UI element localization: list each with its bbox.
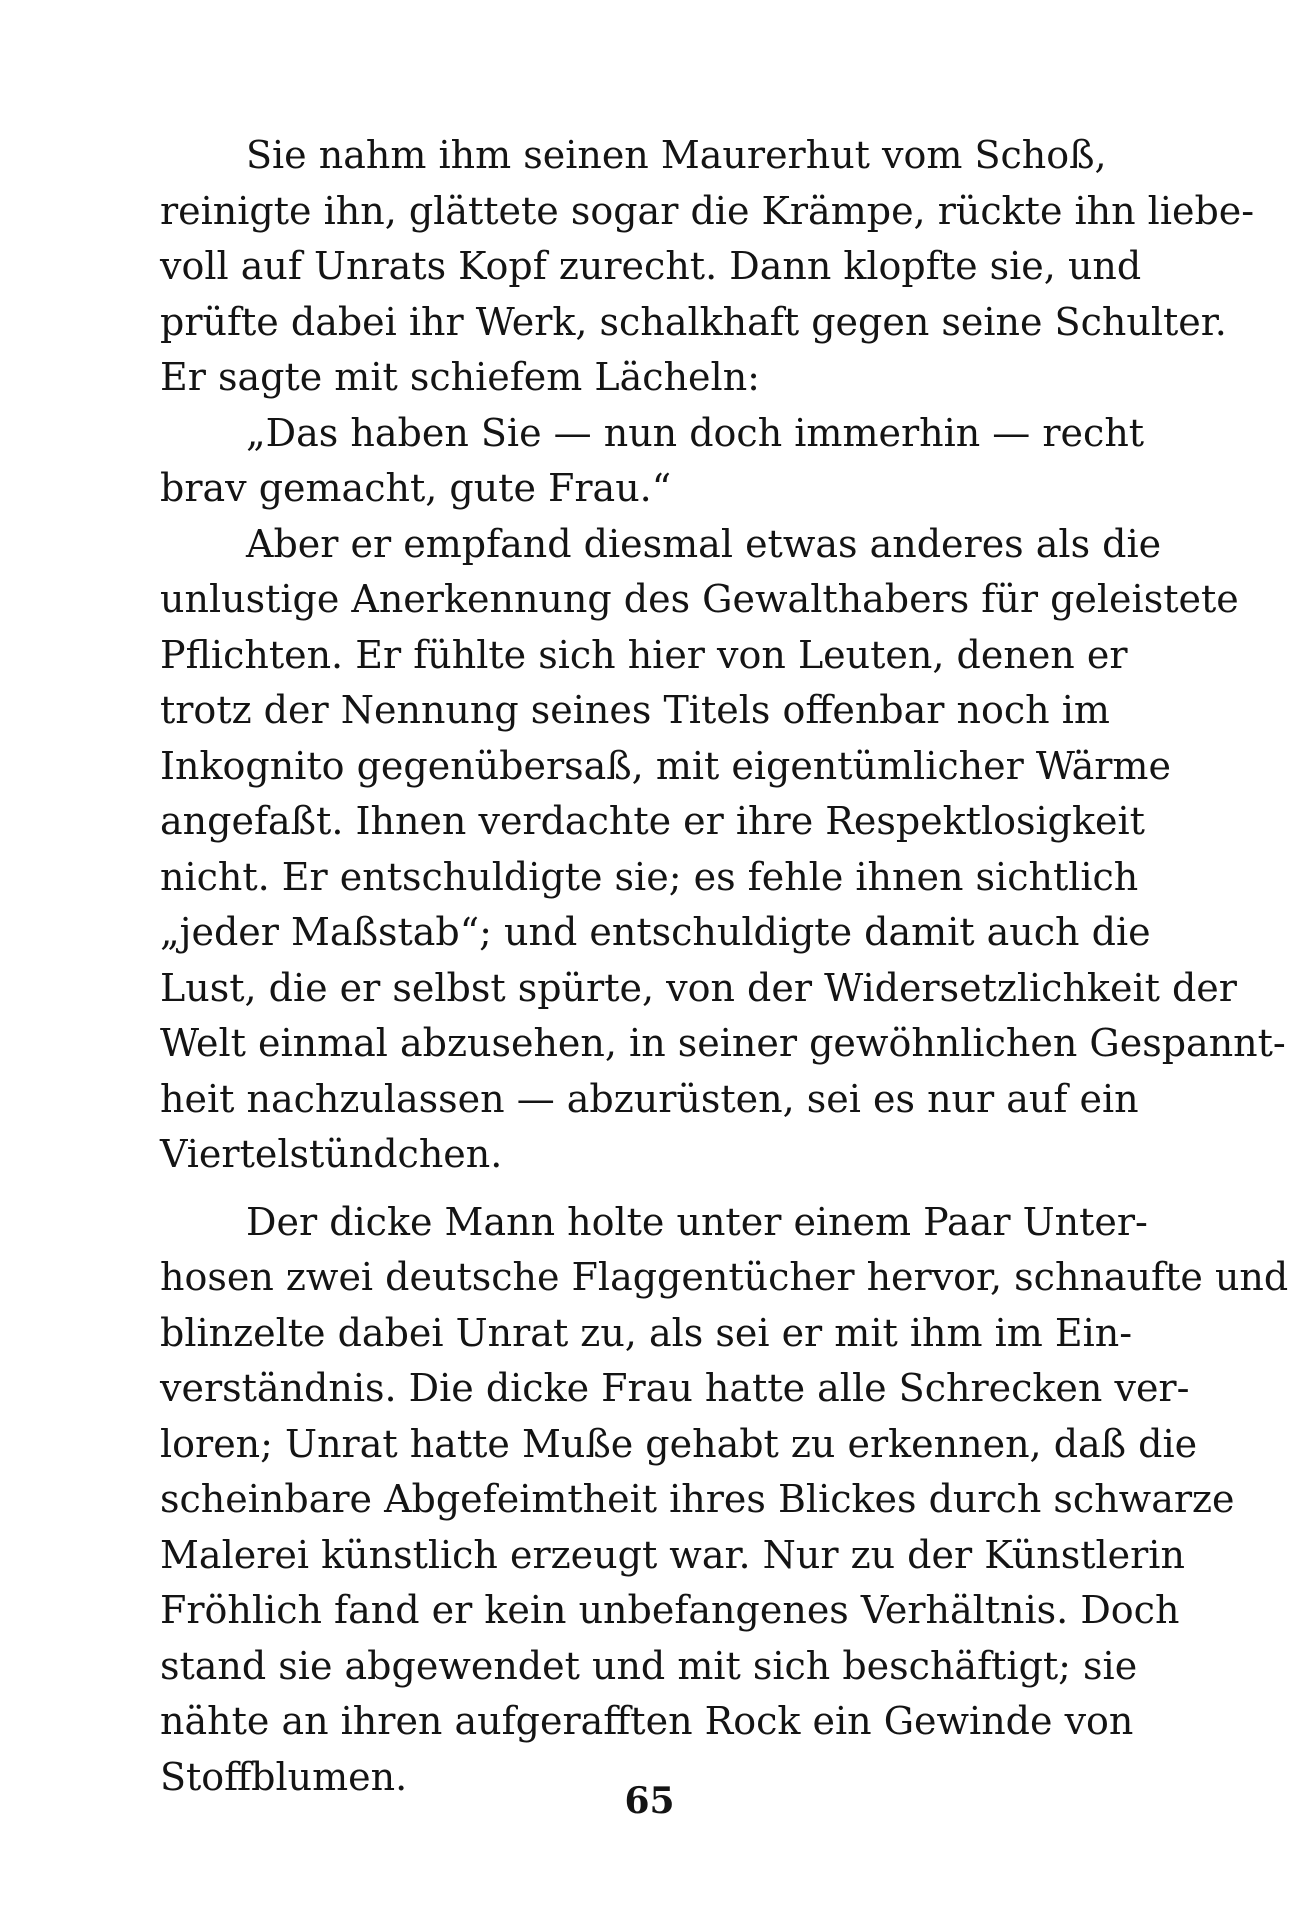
- text-line: Aber er empfand diesmal etwas anderes als die: [246, 521, 1162, 566]
- text-line: stand sie abgewendet und mit sich beschäftigt; sie: [160, 1643, 1138, 1688]
- page-body-text: [160, 128, 1289, 1805]
- text-line: heit nachzulassen — abzurüsten, sei es nur auf ein: [160, 1076, 1139, 1121]
- text-line: nicht. Er entschuldigte sie; es fehle ihnen sichtlich: [160, 854, 1139, 899]
- text-line: unlustige Anerkennung des Gewalthabers für geleistete: [160, 577, 1239, 621]
- text-line: scheinbare Abgefeimtheit ihres Blickes durch schwarze: [160, 1477, 1235, 1521]
- text-line: reinigte ihn, glättete sogar die Krämpe, rückte ihn liebe-: [160, 188, 1255, 233]
- text-line: Inkognito gegenübersaß, mit eigentümlicher Wärme: [160, 743, 1171, 788]
- text-line: blinzelte dabei Unrat zu, als sei er mit ihm im Ein-: [160, 1310, 1133, 1355]
- text-line: Er sagte mit schiefem Lächeln:: [160, 355, 760, 399]
- text-line: voll auf Unrats Kopf zurecht. Dann klopfte sie, und: [160, 244, 1142, 288]
- text-line: angefaßt. Ihnen verdachte er ihre Respektlosigkeit: [160, 799, 1145, 843]
- text-line: Pflichten. Er fühlte sich hier von Leuten, denen er: [160, 632, 1128, 677]
- text-line: prüfte dabei ihr Werk, schalkhaft gegen seine Schulter.: [160, 299, 1227, 344]
- text-line: Welt einmal abzusehen, in seiner gewöhnlichen Gespannt-: [160, 1021, 1286, 1065]
- text-line: hosen zwei deutsche Flaggentücher hervor, schnaufte und: [160, 1255, 1289, 1299]
- text-line: „Das haben Sie — nun doch immerhin — recht: [246, 410, 1145, 455]
- page-number: 65: [624, 1780, 675, 1822]
- text-line: verständnis. Die dicke Frau hatte alle Schrecken ver-: [160, 1366, 1190, 1410]
- text-line: loren; Unrat hatte Muße gehabt zu erkennen, daß die: [160, 1421, 1198, 1466]
- text-line: brav gemacht, gute Frau.“: [160, 466, 672, 510]
- text-line: Sie nahm ihm seinen Maurerhut vom Schoß,: [246, 133, 1107, 177]
- text-line: trotz der Nennung seines Titels offenbar noch im: [160, 688, 1110, 732]
- text-line: Stoffblumen.: [160, 1754, 408, 1799]
- text-line: Der dicke Mann holte unter einem Paar Unter-: [246, 1199, 1148, 1244]
- text-line: Lust, die er selbst spürte, von der Widersetzlichkeit der: [160, 965, 1237, 1010]
- text-line: „jeder Maßstab“; und entschuldigte damit auch die: [160, 910, 1151, 954]
- text-line: Fröhlich fand er kein unbefangenes Verhältnis. Doch: [160, 1588, 1180, 1632]
- text-line: Malerei künstlich erzeugt war. Nur zu der Künstlerin: [160, 1532, 1185, 1577]
- text-line: Viertelstündchen.: [160, 1132, 503, 1176]
- text-line: nähte an ihren aufgerafften Rock ein Gewinde von: [160, 1699, 1134, 1743]
